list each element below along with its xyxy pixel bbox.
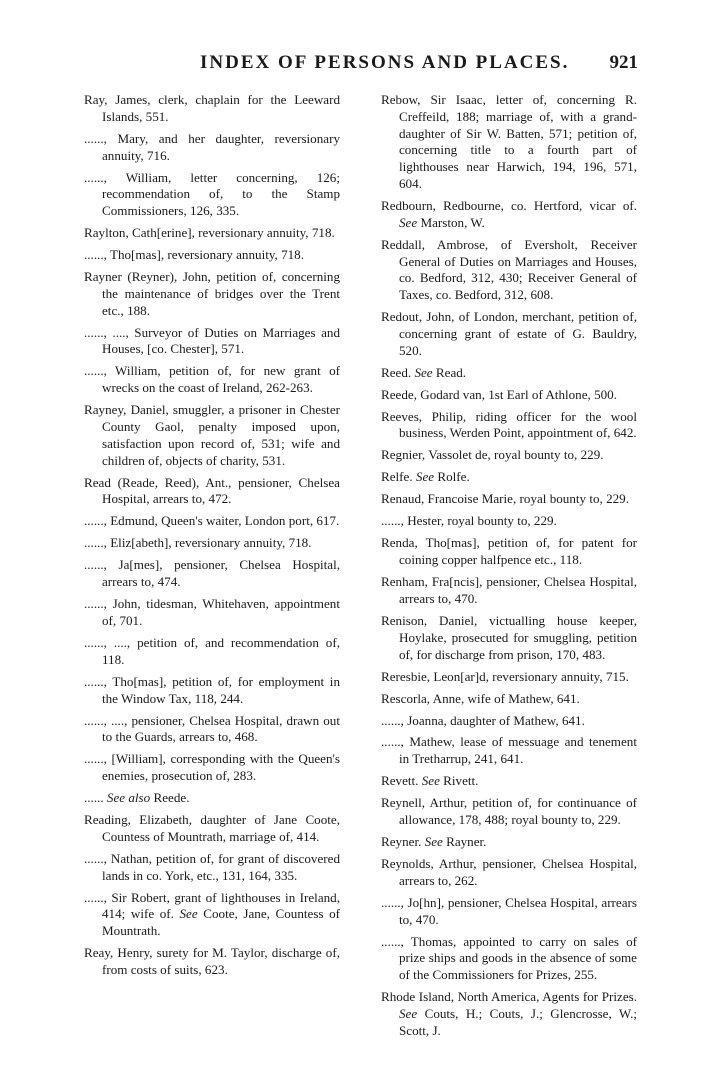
entry-text: Reede. xyxy=(150,790,190,806)
entry-text: Reyner. xyxy=(381,834,425,850)
entry-text: Rayner. xyxy=(442,834,487,850)
index-entry: ......, John, tidesman, Whitehaven, appointment of, 701. xyxy=(84,596,340,628)
index-entry: Reading, Elizabeth, daughter of Jane Coote, Countess of Mountrath, marriage of, 414. xyxy=(84,812,340,844)
index-entry: Reay, Henry, surety for M. Taylor, discharge of, from costs of suits, 623. xyxy=(84,945,340,977)
index-entry: Renison, Daniel, victualling house keeper, Hoylake, prosecuted for smuggling, petition of, for discharge from prison, 170, 483. xyxy=(381,612,637,662)
cross-reference-label: See xyxy=(415,469,435,485)
index-entry: ......, Edmund, Queen's waiter, London port, 617. xyxy=(84,513,340,529)
index-entry: Rebow, Sir Isaac, letter of, concerning R. Creffeild, 188; marriage of, with a grand-daughter of Sir W. Batten, 571; petition of, concerning title to a fourth part of lighthouses near Harwich, 194, 196, 571, 604. xyxy=(381,92,637,191)
index-entry: ......, ...., pensioner, Chelsea Hospital, drawn out to the Guards, arrears to, 468. xyxy=(84,712,340,745)
cross-reference-label: See xyxy=(179,906,198,922)
cross-reference-label: See xyxy=(399,214,418,230)
index-entry: Reynolds, Arthur, pensioner, Chelsea Hospital, arrears to, 262. xyxy=(381,856,637,888)
index-entry: Renham, Fra[ncis], pensioner, Chelsea Hospital, arrears to, 470. xyxy=(381,574,637,606)
index-entry: Reddall, Ambrose, of Eversholt, Receiver General of Duties on Marriages and Houses, co. Bedford, 312, 430; Receiver General of Taxes, co. Bedford, 312, 608. xyxy=(381,236,637,303)
cross-reference-label: See xyxy=(421,773,440,789)
index-entry: ......, Mathew, lease of messuage and tenement in Tretharrup, 241, 641. xyxy=(381,734,637,767)
index-entry: Renda, Tho[mas], petition of, for patent for coining copper halfpence etc., 118. xyxy=(381,535,637,568)
entry-text: Read. xyxy=(432,364,467,380)
index-entry xyxy=(381,989,637,1039)
index-entry: ......, Hester, royal bounty to, 229. xyxy=(381,513,557,529)
index-entry xyxy=(84,790,340,807)
running-title: INDEX OF PERSONS AND PLACES. xyxy=(200,52,570,73)
index-entry: ......, William, letter concerning, 126; recommendation of, to the Stamp Commissioners, 126, 335. xyxy=(84,169,340,219)
entry-text: ...... xyxy=(84,790,107,806)
cross-reference-label: See xyxy=(414,364,433,380)
entry-text: ......, Sir Robert, grant of lighthouses in Ireland, 414; wife of. xyxy=(84,889,340,922)
index-entry: ......, Joanna, daughter of Mathew, 641. xyxy=(381,712,585,728)
index-entry xyxy=(381,365,637,382)
index-entry: ......, Tho[mas], reversionary annuity, 718. xyxy=(84,247,304,263)
entry-text: Marston, W. xyxy=(417,214,485,230)
index-entry: ......, Nathan, petition of, for grant of discovered lands in co. York, etc., 131, 164, 335. xyxy=(84,850,340,883)
entry-text: Rolfe. xyxy=(434,469,470,485)
entry-text: Rivett. xyxy=(439,773,479,789)
index-entry: Renaud, Francoise Marie, royal bounty to, 229. xyxy=(381,491,630,507)
index-entry: Reede, Godard van, 1st Earl of Athlone, 500. xyxy=(381,386,617,402)
index-entry: Rayney, Daniel, smuggler, a prisoner in Chester County Gaol, penalty imposed upon, satisfaction upon record of, 531; wife and children of, objects of charity, 531. xyxy=(84,402,340,468)
index-entry: Read (Reade, Reed), Ant., pensioner, Chelsea Hospital, arrears to, 472. xyxy=(84,474,340,507)
index-entry xyxy=(381,834,637,851)
index-entry: ......, ...., petition of, and recommendation of, 118. xyxy=(84,634,340,667)
index-entry: Ray, James, clerk, chaplain for the Leeward Islands, 551. xyxy=(84,92,340,124)
index-entry: ......, William, petition of, for new grant of wrecks on the coast of Ireland, 262-263. xyxy=(84,363,340,396)
index-column-right xyxy=(381,92,637,1045)
index-entry xyxy=(381,773,637,790)
index-entry: Regnier, Vassolet de, royal bounty to, 229. xyxy=(381,447,604,463)
index-entry: Reresbie, Leon[ar]d, reversionary annuity, 715. xyxy=(381,668,629,684)
index-entry: ......, [William], corresponding with the Queen's enemies, prosecution of, 283. xyxy=(84,751,340,784)
index-entry xyxy=(381,469,637,486)
cross-reference-label: See also xyxy=(106,790,151,806)
index-entry: ......, Mary, and her daughter, reversionary annuity, 716. xyxy=(84,130,340,163)
index-entry xyxy=(84,890,340,940)
index-entry: ......, Ja[mes], pensioner, Chelsea Hospital, arrears to, 474. xyxy=(84,557,340,590)
index-entry xyxy=(381,198,637,232)
index-entry: ......, Tho[mas], petition of, for employment in the Window Tax, 118, 244. xyxy=(84,673,340,706)
entry-text: Reed. xyxy=(381,364,415,380)
cross-reference-label: See xyxy=(424,834,443,850)
page-header xyxy=(0,46,720,76)
index-entry: Raylton, Cath[erine], reversionary annuity, 718. xyxy=(84,225,335,241)
entry-text: Revett. xyxy=(381,773,422,789)
cross-reference-label: See xyxy=(399,1005,418,1021)
index-entry: ......, ...., Surveyor of Duties on Marriages and Houses, [co. Chester], 571. xyxy=(84,324,340,357)
index-entry: ......, Eliz[abeth], reversionary annuity, 718. xyxy=(84,535,312,551)
index-entry: Reynell, Arthur, petition of, for continuance of allowance, 178, 488; royal bounty to, 229. xyxy=(381,795,637,828)
index-entry: Rayner (Reyner), John, petition of, concerning the maintenance of bridges over the Trent etc., 188. xyxy=(84,269,340,318)
index-entry: ......, Jo[hn], pensioner, Chelsea Hospital, arrears to, 470. xyxy=(381,894,637,927)
index-column-left xyxy=(84,92,340,984)
index-entry: Redout, John, of London, merchant, petition of, concerning grant of estate of G. Bauldry, 520. xyxy=(381,309,637,358)
index-entry: Reeves, Philip, riding officer for the wool business, Werden Point, appointment of, 642. xyxy=(381,408,637,441)
entry-text: Redbourn, Redbourne, co. Hertford, vicar of. xyxy=(381,197,637,213)
page-number: 921 xyxy=(609,52,638,73)
entry-text: Rhode Island, North America, Agents for Prizes. xyxy=(381,989,637,1005)
entry-text: Relfe. xyxy=(381,469,416,485)
entry-text: Couts, H.; Couts, J.; Glencrosse, W.; Scott, J. xyxy=(399,1005,637,1038)
index-entry: ......, Thomas, appointed to carry on sales of prize ships and goods in the absence of some of the Commissioners for Prizes, 255. xyxy=(381,933,637,983)
entry-text: Coote, Jane, Countess of Mountrath. xyxy=(102,906,341,939)
index-entry: Rescorla, Anne, wife of Mathew, 641. xyxy=(381,690,580,706)
